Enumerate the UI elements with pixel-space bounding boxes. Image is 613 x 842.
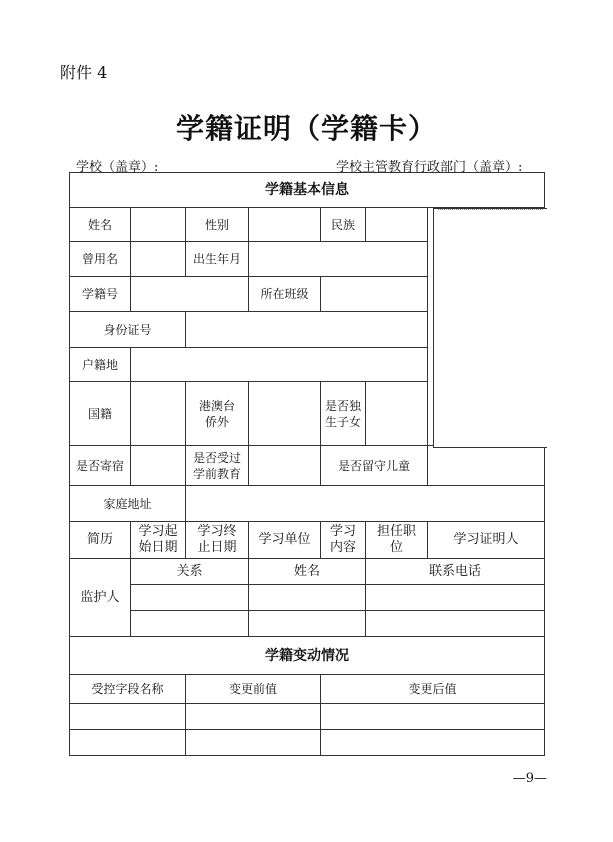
change-field-1[interactable] — [70, 704, 186, 730]
value-nationality[interactable] — [131, 382, 186, 446]
label-hk-macao: 港澳台侨外 — [186, 382, 249, 446]
value-preschool[interactable] — [249, 446, 321, 486]
value-only-child[interactable] — [366, 382, 428, 446]
page-number: —9— — [512, 771, 547, 786]
guardian-phone-1[interactable] — [366, 585, 545, 611]
value-hk-macao[interactable] — [249, 382, 321, 446]
header-start-date: 学习起始日期 — [131, 522, 186, 559]
attachment-label: 附件 4 — [60, 63, 108, 82]
header-study-unit: 学习单位 — [249, 522, 321, 559]
guardian-relation-2[interactable] — [131, 611, 249, 637]
photo-frame — [433, 208, 547, 448]
change-before-2[interactable] — [186, 730, 321, 756]
label-guardian: 监护人 — [70, 559, 131, 637]
header-field-name: 受控字段名称 — [70, 675, 186, 704]
value-address[interactable] — [186, 486, 545, 522]
guardian-phone-2[interactable] — [366, 611, 545, 637]
value-former-name[interactable] — [131, 242, 186, 277]
label-student-id: 学籍号 — [70, 277, 131, 312]
guardian-relation-1[interactable] — [131, 585, 249, 611]
header-relation: 关系 — [131, 559, 249, 585]
section-status-changes: 学籍变动情况 — [70, 637, 545, 675]
label-class: 所在班级 — [249, 277, 321, 312]
label-resume: 简历 — [70, 522, 131, 559]
school-stamp-label: 学校（盖章）: — [76, 160, 159, 175]
change-after-1[interactable] — [321, 704, 545, 730]
value-ethnicity[interactable] — [366, 208, 428, 242]
label-name: 姓名 — [70, 208, 131, 242]
department-stamp-label: 学校主管教育行政部门（盖章）: — [336, 160, 523, 175]
label-only-child: 是否独生子女 — [321, 382, 366, 446]
header-position: 担任职位 — [366, 522, 428, 559]
label-nationality: 国籍 — [70, 382, 131, 446]
label-address: 家庭地址 — [70, 486, 186, 522]
value-student-id[interactable] — [131, 277, 249, 312]
value-left-behind[interactable] — [428, 446, 545, 486]
header-end-date: 学习终止日期 — [186, 522, 249, 559]
value-birth[interactable] — [249, 242, 428, 277]
change-before-1[interactable] — [186, 704, 321, 730]
value-household[interactable] — [131, 348, 428, 382]
label-gender: 性别 — [186, 208, 249, 242]
header-phone: 联系电话 — [366, 559, 545, 585]
label-former-name: 曾用名 — [70, 242, 131, 277]
label-preschool: 是否受过学前教育 — [186, 446, 249, 486]
header-guardian-name: 姓名 — [249, 559, 366, 585]
label-left-behind: 是否留守儿童 — [321, 446, 428, 486]
value-id-number[interactable] — [186, 312, 428, 348]
section-basic-info: 学籍基本信息 — [70, 173, 545, 208]
guardian-name-2[interactable] — [249, 611, 366, 637]
change-after-2[interactable] — [321, 730, 545, 756]
value-class[interactable] — [321, 277, 428, 312]
header-after-value: 变更后值 — [321, 675, 545, 704]
value-gender[interactable] — [249, 208, 321, 242]
label-boarding: 是否寄宿 — [70, 446, 131, 486]
page-title: 学籍证明（学籍卡） — [175, 112, 437, 145]
label-id-number: 身份证号 — [70, 312, 186, 348]
label-ethnicity: 民族 — [321, 208, 366, 242]
header-witness: 学习证明人 — [428, 522, 545, 559]
photo-frame-dotted-edge — [438, 209, 543, 212]
guardian-name-1[interactable] — [249, 585, 366, 611]
value-name[interactable] — [131, 208, 186, 242]
value-boarding[interactable] — [131, 446, 186, 486]
header-before-value: 变更前值 — [186, 675, 321, 704]
label-household: 户籍地 — [70, 348, 131, 382]
change-field-2[interactable] — [70, 730, 186, 756]
label-birth: 出生年月 — [186, 242, 249, 277]
header-study-content: 学习内容 — [321, 522, 366, 559]
